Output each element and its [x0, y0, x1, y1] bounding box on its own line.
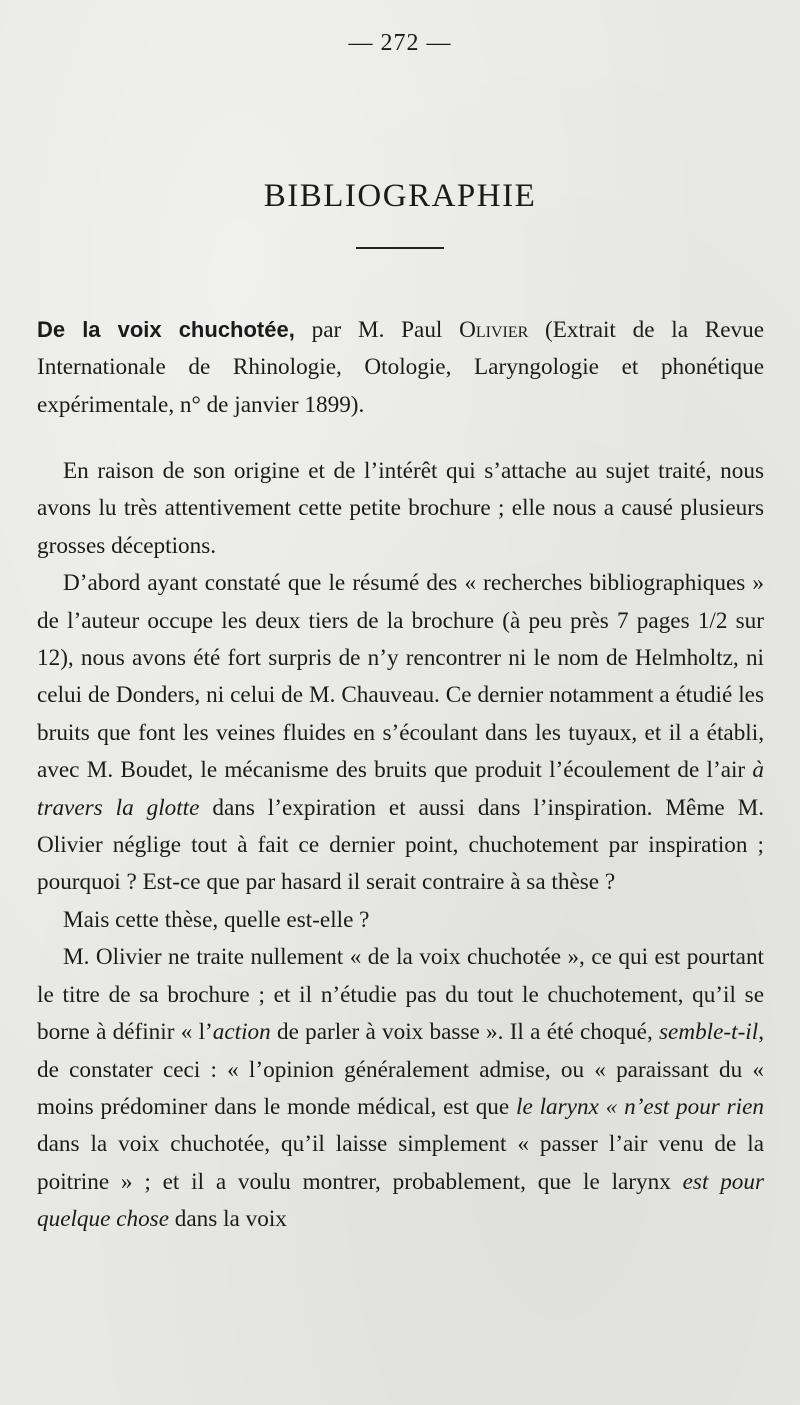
paragraph-4-e: dans la voix — [169, 1206, 287, 1233]
paragraph-2-text: D’abord ayant constaté que le résumé des « recherches bibliographiques » de l’auteur occupe les deux tiers de la brochure (à peu près 7 pages 1/2 sur 12), nous avons été fort surpris de n’y rencontrer ni le nom de Helmholtz, ni celui de Donders, ni celui de M. Chauveau. Ce dernier notamment a étudié les bruits que font les veines fluides en s’écoulant dans les tuyaux, et il a établi, avec M. Boudet, le mécanisme des bruits que produit l’écoulement de l’air — [37, 570, 764, 784]
paragraph-4-b: de parler à voix basse ». Il a été choqué, — [270, 1019, 660, 1046]
section-title: BIBLIOGRAPHIE — [263, 178, 537, 214]
author-surname: Olivier — [459, 317, 529, 343]
bibliography-citation — [37, 311, 764, 424]
paragraph-4 — [37, 939, 764, 1238]
paragraph-4-quelque: est pour quelque chose — [37, 1168, 764, 1233]
citation-text: (Extrait de la Revue Internationale de Rhinologie, Otologie, Laryngologie et phonétique expérimentale, n° de janvier 1899). — [37, 317, 764, 418]
by-text: par M. Paul — [294, 317, 460, 343]
paragraph-4-action: action — [212, 1019, 271, 1046]
paragraph-4-start: M. Olivier ne traite nullement « de la voix chuchotée », ce qui est pourtant le titre de sa brochure ; et il n’étudie pas du tout le chuchotement, qu’il se borne à définir « l’ — [37, 944, 764, 1046]
paragraph-1: En raison de son origine et de l’intérêt qui s’attache au sujet traité, nous avons lu très attentivement cette petite brochure ; elle nous a causé plusieurs grosses déceptions. — [37, 458, 764, 559]
page-number: — 272 — — [348, 30, 452, 56]
paragraph-2-end: dans l’expiration et aussi dans l’inspiration. Même M. Olivier néglige tout à fait ce dernier point, chuchotement par inspiration ; pourquoi ? Est-ce que par hasard il serait contraire à sa thèse ? — [37, 794, 764, 896]
paragraph-4-semble: semble-t-il — [659, 1019, 759, 1046]
work-title: De la voix chuchotée, — [37, 317, 295, 342]
title-divider — [356, 247, 444, 249]
paragraph-4-d: dans la voix chuchotée, qu’il laisse simplement « passer l’air venu de la poitrine » ; et il a voulu montrer, probablement, que le larynx — [37, 1131, 764, 1195]
paragraph-4-c: , de constater ceci : « l’opinion généralement admise, ou « paraissant du « moins prédominer dans le monde médical, est que — [37, 1019, 764, 1120]
paragraph-2 — [37, 565, 764, 902]
review-body — [37, 453, 764, 1239]
paragraph-4-larynx: le larynx « n’est pour rien — [516, 1093, 765, 1120]
bibliography-entry — [37, 311, 764, 424]
paragraph-3: Mais cette thèse, quelle est-elle ? — [63, 906, 370, 933]
paragraph-2-italic: à travers la glotte — [37, 757, 764, 821]
